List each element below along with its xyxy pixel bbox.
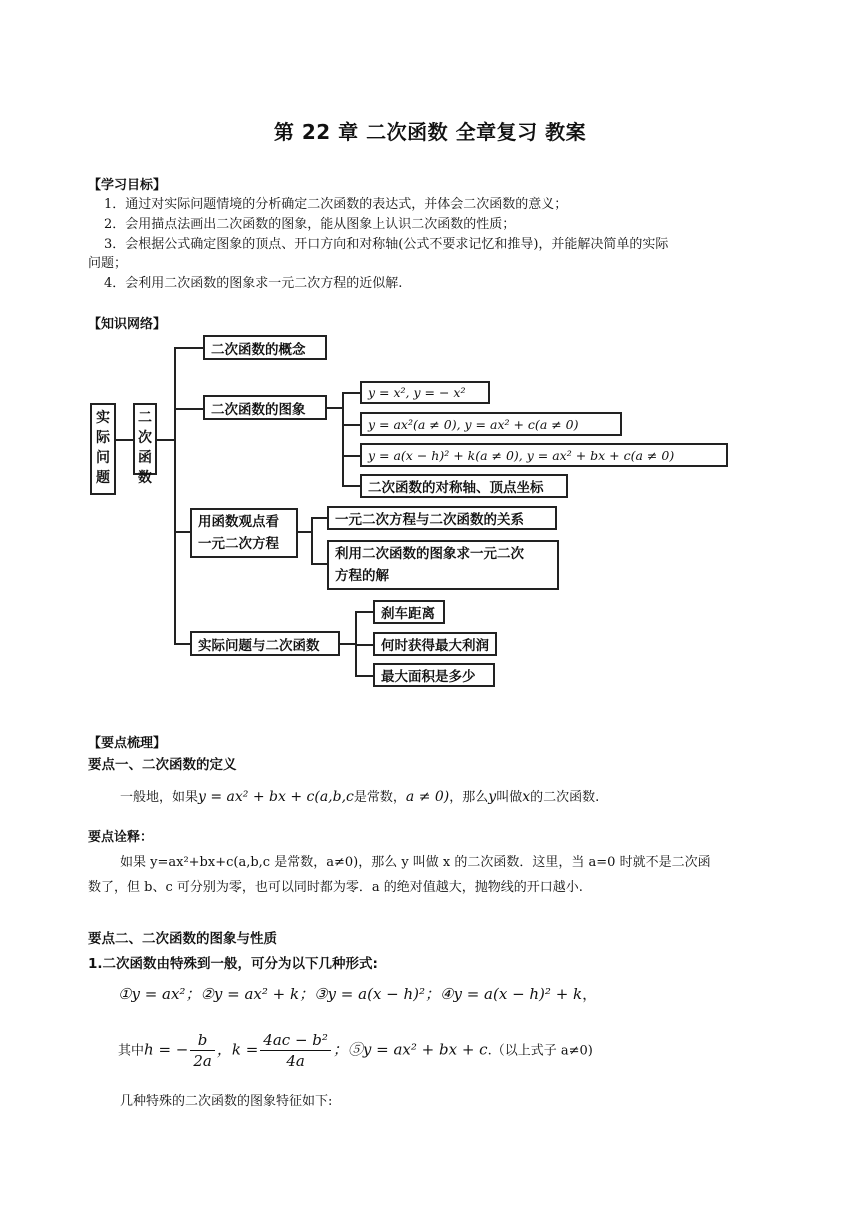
- note-line-2: 数了，但 b、c 可分别为零，也可以同时都为零．a 的绝对值越大，抛物线的开口越小.: [88, 880, 583, 895]
- box-graph-item-1: [360, 381, 490, 404]
- box-braking-label: 刹车距离: [381, 606, 435, 622]
- form-1: ①y = ax²: [118, 985, 186, 1003]
- box-function-view-line2: 一元二次方程: [198, 536, 279, 552]
- objective-3: 3．会根据公式确定图象的顶点、开口方向和对称轴(公式不要求记忆和推导)，并能解决简单的实际: [104, 237, 669, 252]
- forms-end: ，: [582, 985, 598, 1003]
- keypoints-heading: 【要点梳理】: [88, 736, 167, 751]
- connector: [342, 485, 360, 487]
- connector: [311, 563, 328, 565]
- def-text-c: ，那么: [449, 790, 489, 805]
- graph-item-2: y = ax²(a ≠ 0), y = ax² + c(a ≠ 0): [368, 416, 579, 432]
- box-concept: [203, 335, 327, 360]
- objectives-heading: 【学习目标】: [88, 178, 167, 193]
- box-max-profit-label: 何时获得最大利润: [381, 638, 489, 654]
- connector: [174, 408, 204, 410]
- objective-1: 1．通过对实际问题情境的分析确定二次函数的表达式，并体会二次函数的意义；: [104, 197, 568, 212]
- connector: [174, 347, 204, 349]
- connector: [342, 392, 360, 394]
- box-graph-item-4: [360, 474, 568, 498]
- form-3: ；③y = a(x − h)²: [299, 985, 426, 1003]
- objective-2: 2．会用描点法画出二次函数的图象，能从图象上认识二次函数的性质；: [104, 217, 516, 232]
- connector: [174, 531, 190, 533]
- note-line-1: 如果 y=ax²+bx+c(a,b,c 是常数，a≠0)，那么 y 叫做 x 的二次函数．这里，当 a=0 时就不是二次函: [120, 855, 711, 870]
- connector: [116, 439, 134, 441]
- box-concept-label: 二次函数的概念: [211, 341, 306, 358]
- box-max-area-label: 最大面积是多少: [381, 669, 476, 685]
- box-function-view: [190, 508, 298, 558]
- form-5: ；⑤y = ax² + bx + c: [332, 1040, 488, 1059]
- form-2: ；②y = ax² + k: [185, 985, 300, 1003]
- closing-line: 几种特殊的二次函数的图象特征如下:: [120, 1094, 333, 1109]
- k-denominator: 4a: [286, 1052, 305, 1070]
- box-graph: [203, 395, 327, 420]
- connector: [298, 531, 312, 533]
- connector: [340, 643, 356, 645]
- box-relation-label: 一元二次方程与二次函数的关系: [335, 512, 524, 528]
- box-real-problem-label: 实际问题: [96, 410, 110, 486]
- connector: [355, 644, 373, 646]
- h-lhs: h = −: [144, 1040, 189, 1059]
- objective-3-cont: 问题；: [88, 256, 128, 271]
- vertex-formula-line: [118, 1030, 593, 1071]
- k-lhs: ，k =: [216, 1040, 259, 1059]
- branch3-line: [311, 517, 313, 565]
- connector: [174, 643, 190, 645]
- form-5-note: .（以上式子 a≠0): [487, 1043, 593, 1059]
- connector: [157, 439, 175, 441]
- box-practical-label: 实际问题与二次函数: [198, 637, 320, 654]
- trunk-line: [174, 347, 176, 644]
- def-y: y: [488, 789, 497, 805]
- def-x: x: [522, 789, 531, 805]
- point1-title: 要点一、二次函数的定义: [88, 757, 237, 773]
- forms-line: [118, 983, 597, 1004]
- objective-4: 4．会利用二次函数的图象求一元二次方程的近似解.: [104, 276, 403, 291]
- box-relation: [327, 506, 557, 530]
- box-approx-solution-line2: 方程的解: [335, 568, 389, 584]
- box-approx-solution-line1: 利用二次函数的图象求一元二次: [335, 546, 524, 562]
- connector: [342, 424, 360, 426]
- def-formula: y = ax² + bx + c(a,b,c: [198, 789, 354, 805]
- h-fraction: [190, 1030, 215, 1071]
- point1-definition: [120, 786, 599, 805]
- h-denominator: 2a: [193, 1052, 212, 1070]
- connector: [355, 611, 373, 613]
- box-braking: [373, 600, 445, 624]
- box-graph-item-3: [360, 443, 728, 467]
- box-graph-item-2: [360, 412, 622, 436]
- box-function-view-line1: 用函数观点看: [198, 514, 279, 530]
- point2-subtitle: 1.二次函数由特殊到一般，可分为以下几种形式:: [88, 956, 378, 972]
- box-max-area: [373, 663, 495, 687]
- form-4: ；④y = a(x − h)² + k: [425, 985, 583, 1003]
- connector: [355, 675, 373, 677]
- connector: [311, 517, 328, 519]
- graph-item-1: y = x², y = − x²: [368, 385, 466, 400]
- point2-title: 要点二、二次函数的图象与性质: [88, 931, 277, 947]
- branch2-line: [342, 392, 344, 486]
- def-condition: a ≠ 0): [405, 789, 450, 805]
- box-quadratic-function: [133, 403, 157, 486]
- note-title: 要点诠释：: [88, 830, 154, 845]
- def-text-b: 是常数，: [353, 790, 406, 805]
- box-max-profit: [373, 632, 497, 656]
- graph-item-4: 二次函数的对称轴、顶点坐标: [368, 480, 544, 496]
- graph-item-3: y = a(x − h)² + k(a ≠ 0), y = ax² + bx + c(a ≠ 0): [368, 447, 675, 463]
- h-numerator: b: [197, 1031, 208, 1049]
- def-text-d: 叫做: [496, 790, 523, 805]
- k-fraction: [260, 1030, 331, 1071]
- def-text-a: 一般地，如果: [120, 790, 199, 805]
- k-numerator: 4ac − b²: [263, 1031, 328, 1049]
- network-heading: 【知识网络】: [88, 317, 167, 332]
- box-real-problem: [90, 403, 116, 495]
- where-text: 其中: [118, 1043, 145, 1059]
- box-practical: [190, 631, 340, 656]
- box-quadratic-function-label: 二次函数: [138, 410, 152, 486]
- connector: [327, 407, 343, 409]
- connector: [342, 455, 360, 457]
- page-title: 第 22 章 二次函数 全章复习 教案: [273, 120, 587, 144]
- box-graph-label: 二次函数的图象: [211, 401, 306, 418]
- def-text-e: 的二次函数.: [530, 790, 600, 805]
- box-approx-solution: [327, 540, 559, 590]
